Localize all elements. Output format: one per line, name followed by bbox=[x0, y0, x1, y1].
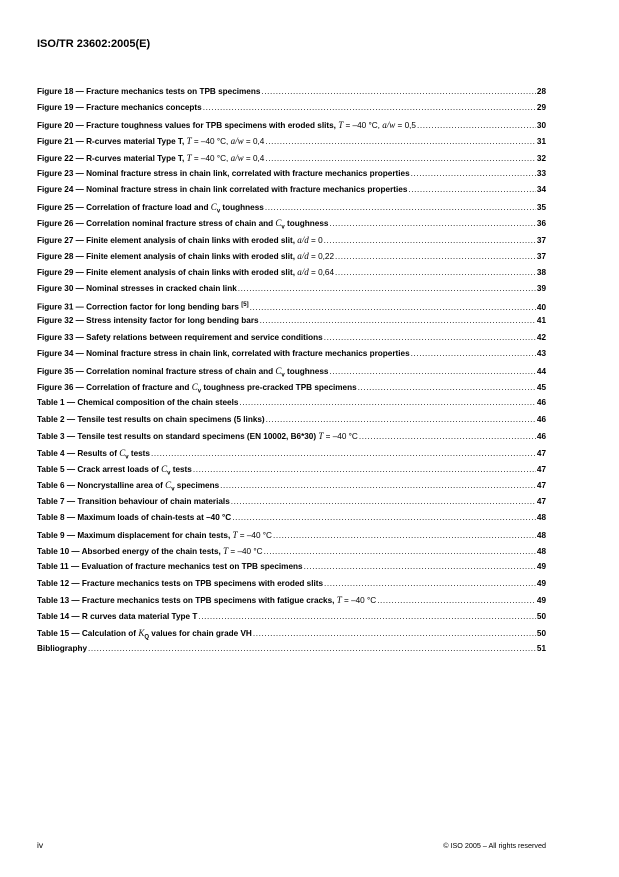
toc-entry-title bbox=[37, 395, 238, 411]
toc-entry-text: Figure 36 — Correlation of fracture and bbox=[37, 383, 192, 393]
math-variable: T bbox=[186, 152, 192, 163]
toc-entry-text: Figure 23 — Nominal fracture stress in chain link, correlated with fracture mechanics properties bbox=[37, 168, 410, 178]
math-subscript: v bbox=[216, 208, 221, 215]
dot-leader bbox=[265, 200, 536, 216]
math-variable: C bbox=[275, 218, 282, 229]
toc-entry-text: Figure 21 — R-curves material Type T, bbox=[37, 137, 187, 147]
toc-entry-text: toughness bbox=[220, 202, 264, 212]
toc-entry-title bbox=[37, 592, 376, 609]
toc-entry-text: tests bbox=[128, 448, 150, 458]
toc-entry[interactable] bbox=[37, 264, 546, 280]
toc-entry-text: Figure 18 — Fracture mechanics tests on TPB specimens bbox=[37, 87, 261, 96]
reference-marker: [5] bbox=[241, 302, 249, 309]
toc-page-number: 37 bbox=[536, 235, 546, 245]
toc-page-number: 46 bbox=[536, 414, 546, 424]
dot-leader bbox=[411, 346, 536, 362]
math-variable: a/d bbox=[297, 234, 309, 245]
toc-entry-title bbox=[37, 510, 231, 526]
toc-entry-title bbox=[37, 150, 264, 167]
dot-leader bbox=[151, 446, 536, 462]
toc-entry-title bbox=[37, 543, 263, 560]
math-value: = –40 °C, bbox=[191, 153, 231, 163]
toc-entry-title bbox=[37, 412, 265, 428]
toc-page-number: 33 bbox=[536, 168, 546, 178]
math-subscript: v bbox=[125, 454, 129, 461]
math-value: = 0,22 bbox=[308, 251, 335, 261]
dot-leader bbox=[261, 84, 535, 100]
toc-entry-text: tests bbox=[170, 464, 192, 474]
toc-page-number: 48 bbox=[536, 513, 546, 523]
toc-page-number: 46 bbox=[536, 432, 546, 442]
math-variable: C bbox=[119, 447, 126, 458]
toc-entry-text: Table 6 — Noncrystalline area of bbox=[37, 481, 166, 491]
math-variable: a/w bbox=[230, 152, 244, 163]
toc-page-number: 39 bbox=[536, 283, 546, 293]
toc-entry[interactable] bbox=[37, 199, 546, 215]
toc-page-number: 50 bbox=[536, 611, 546, 621]
toc-page-number: 50 bbox=[536, 628, 546, 638]
toc-entry[interactable] bbox=[37, 641, 546, 657]
toc-page-number: 29 bbox=[536, 103, 546, 113]
toc-entry-text: Table 5 — Crack arrest loads of bbox=[37, 464, 162, 474]
math-value: = 0,4 bbox=[243, 137, 265, 147]
toc-page-number: 43 bbox=[536, 349, 546, 359]
toc-entry-text: Table 15 — Calculation of bbox=[37, 628, 139, 638]
toc-page-number: 34 bbox=[536, 185, 546, 195]
dot-leader bbox=[238, 281, 536, 297]
dot-leader bbox=[411, 166, 536, 182]
toc-entry[interactable] bbox=[37, 150, 546, 166]
toc-entry-text: Table 8 — Maximum loads of chain-tests at –40 °C bbox=[37, 513, 232, 523]
toc-entry[interactable] bbox=[37, 84, 546, 100]
toc-entry[interactable] bbox=[37, 592, 546, 608]
dot-leader bbox=[260, 313, 536, 329]
toc-page-number: 42 bbox=[536, 332, 546, 342]
toc-page-number: 32 bbox=[536, 153, 546, 163]
toc-entry-text: Figure 22 — R-curves material Type T, bbox=[37, 153, 187, 163]
toc-page-number: 49 bbox=[536, 596, 546, 606]
dot-leader bbox=[408, 182, 536, 198]
toc-entry[interactable] bbox=[37, 543, 546, 559]
math-variable: C bbox=[161, 463, 168, 474]
toc-entry-title bbox=[37, 166, 410, 182]
toc-entry-title bbox=[37, 494, 230, 510]
dot-leader bbox=[273, 528, 536, 544]
toc-entry[interactable] bbox=[37, 510, 546, 526]
toc-page-number: 47 bbox=[536, 448, 546, 458]
math-subscript: v bbox=[281, 372, 285, 379]
math-value: = 0,5 bbox=[395, 120, 416, 130]
toc-entry[interactable] bbox=[37, 346, 546, 362]
dot-leader bbox=[377, 593, 536, 609]
dot-leader bbox=[359, 429, 536, 445]
dot-leader bbox=[232, 510, 536, 526]
math-value: = –40 °C bbox=[237, 530, 272, 540]
dot-leader bbox=[265, 134, 536, 150]
toc-entry-text: toughness bbox=[284, 219, 329, 229]
toc-page-number: 31 bbox=[536, 137, 546, 147]
toc-page-number: 40 bbox=[536, 302, 546, 312]
toc-entry-title bbox=[37, 264, 334, 281]
math-value: = 0,64 bbox=[308, 268, 335, 278]
math-subscript: v bbox=[167, 470, 171, 477]
toc-page-number: 37 bbox=[536, 251, 546, 261]
math-variable: C bbox=[210, 201, 217, 212]
toc-entry-text: toughness bbox=[284, 366, 329, 376]
math-variable: T bbox=[318, 431, 324, 442]
toc-entry[interactable] bbox=[37, 281, 546, 297]
dot-leader bbox=[266, 412, 536, 428]
toc-entry[interactable] bbox=[37, 527, 546, 543]
toc-page-number: 48 bbox=[536, 546, 546, 556]
dot-leader bbox=[193, 462, 536, 478]
toc-page-number: 36 bbox=[536, 219, 546, 229]
toc-entry[interactable] bbox=[37, 559, 546, 575]
dot-leader bbox=[198, 609, 536, 625]
toc-entry[interactable] bbox=[37, 133, 546, 149]
toc-page-number: 38 bbox=[536, 268, 546, 278]
toc-entry-text: toughness pre-cracked TPB specimens bbox=[201, 383, 357, 393]
toc-entry[interactable] bbox=[37, 182, 546, 198]
page-number: iv bbox=[37, 840, 44, 850]
toc-page-number: 51 bbox=[536, 644, 546, 654]
math-variable: a/d bbox=[297, 267, 309, 278]
dot-leader bbox=[239, 395, 535, 411]
math-subscript: v bbox=[281, 224, 285, 231]
toc-page-number: 47 bbox=[536, 464, 546, 474]
table-of-contents bbox=[37, 84, 546, 658]
toc-entry[interactable] bbox=[37, 494, 546, 510]
math-variable: a/d bbox=[297, 250, 309, 261]
toc-page-number: 35 bbox=[536, 202, 546, 212]
toc-entry[interactable] bbox=[37, 117, 546, 133]
math-value: = –40 °C bbox=[323, 432, 358, 442]
toc-entry[interactable] bbox=[37, 609, 546, 625]
toc-entry-text: Figure 19 — Fracture mechanics concepts bbox=[37, 103, 202, 113]
math-value: = –40 °C, bbox=[191, 137, 231, 147]
math-value: = –40 °C bbox=[228, 546, 263, 556]
math-variable: C bbox=[275, 365, 282, 376]
toc-page-number: 44 bbox=[536, 366, 546, 376]
toc-entry[interactable] bbox=[37, 379, 546, 395]
toc-entry-text: Figure 24 — Nominal fracture stress in chain link correlated with fracture mechanics properties bbox=[37, 185, 408, 195]
toc-entry-text: Figure 30 — Nominal stresses in cracked chain link bbox=[37, 283, 237, 293]
dot-leader bbox=[88, 641, 536, 657]
math-value: = –40 °C, bbox=[343, 120, 383, 130]
toc-entry-text: Figure 20 — Fracture toughness values for TPB specimens with eroded slits, bbox=[37, 120, 339, 130]
toc-entry[interactable] bbox=[37, 297, 546, 313]
math-variable: K bbox=[138, 627, 145, 638]
toc-page-number: 30 bbox=[536, 120, 546, 130]
toc-entry-text: Table 9 — Maximum displacement for chain tests, bbox=[37, 530, 233, 540]
dot-leader bbox=[335, 249, 536, 265]
toc-entry-title bbox=[37, 609, 197, 625]
toc-entry-title bbox=[37, 248, 334, 265]
toc-entry-text: Figure 27 — Finite element analysis of chain links with eroded slit, bbox=[37, 235, 298, 245]
toc-entry-text: values for chain grade VH bbox=[149, 628, 252, 638]
document-id: ISO/TR 23602:2005(E) bbox=[37, 38, 151, 50]
math-variable: T bbox=[186, 136, 192, 147]
toc-entry-text: specimens bbox=[174, 481, 220, 491]
toc-entry[interactable] bbox=[37, 330, 546, 346]
toc-entry[interactable] bbox=[37, 215, 546, 231]
toc-entry[interactable] bbox=[37, 445, 546, 461]
math-subscript: Q bbox=[144, 634, 149, 641]
toc-entry-title bbox=[37, 346, 410, 362]
toc-entry-title bbox=[37, 232, 323, 249]
toc-entry-text: Figure 28 — Finite element analysis of chain links with eroded slit, bbox=[37, 251, 298, 261]
dot-leader bbox=[335, 265, 536, 281]
toc-entry-title bbox=[37, 527, 272, 544]
math-variable: C bbox=[191, 382, 198, 393]
toc-entry-text: Table 13 — Fracture mechanics tests on TPB specimens with fatigue cracks, bbox=[37, 596, 337, 606]
math-variable: C bbox=[165, 480, 172, 491]
toc-entry[interactable] bbox=[37, 428, 546, 444]
toc-entry[interactable] bbox=[37, 461, 546, 477]
toc-entry[interactable] bbox=[37, 412, 546, 428]
math-variable: a/w bbox=[230, 136, 244, 147]
toc-entry-text: Table 11 — Evaluation of fracture mechanics test on TPB specimens bbox=[37, 562, 303, 572]
toc-entry-text: Figure 26 — Correlation nominal fracture stress of chain and bbox=[37, 219, 276, 229]
toc-page-number: 46 bbox=[536, 398, 546, 408]
toc-entry-title bbox=[37, 576, 323, 592]
dot-leader bbox=[324, 330, 536, 346]
dot-leader bbox=[324, 576, 536, 592]
dot-leader bbox=[220, 478, 536, 494]
math-value: = 0,4 bbox=[243, 153, 265, 163]
toc-entry-text: Figure 34 — Nominal fracture stress in chain link, correlated with fracture mechanics properties bbox=[37, 349, 410, 359]
dot-leader bbox=[265, 151, 536, 167]
toc-entry-title bbox=[37, 330, 323, 346]
toc-entry-text: Bibliography bbox=[37, 644, 88, 654]
toc-entry-text: Figure 29 — Finite element analysis of chain links with eroded slit, bbox=[37, 268, 298, 278]
toc-entry-text: Table 10 — Absorbed energy of the chain tests, bbox=[37, 546, 224, 556]
toc-entry-title bbox=[37, 117, 416, 134]
toc-entry-title bbox=[37, 182, 407, 198]
dot-leader bbox=[264, 544, 536, 560]
toc-entry[interactable] bbox=[37, 248, 546, 264]
toc-entry-title bbox=[37, 100, 202, 116]
toc-entry-text: Table 7 — Transition behaviour of chain materials bbox=[37, 496, 230, 506]
math-variable: a/w bbox=[382, 119, 396, 130]
toc-entry[interactable] bbox=[37, 477, 546, 493]
math-subscript: v bbox=[197, 388, 202, 395]
toc-page-number: 47 bbox=[536, 496, 546, 506]
toc-entry-title bbox=[37, 559, 303, 575]
toc-entry-title bbox=[37, 84, 260, 100]
math-variable: T bbox=[336, 595, 342, 606]
math-variable: T bbox=[223, 545, 229, 556]
toc-entry-title bbox=[37, 641, 87, 657]
toc-page-number: 47 bbox=[536, 481, 546, 491]
dot-leader bbox=[417, 118, 536, 134]
toc-entry-text: Table 4 — Results of bbox=[37, 448, 120, 458]
toc-entry[interactable] bbox=[37, 576, 546, 592]
toc-entry-text: Table 14 — R curves data material Type T bbox=[37, 611, 198, 621]
toc-page-number: 48 bbox=[536, 530, 546, 540]
toc-entry-text: Figure 33 — Safety relations between requirement and service conditions bbox=[37, 332, 323, 342]
copyright-notice: © ISO 2005 – All rights reserved bbox=[443, 841, 546, 850]
toc-entry-text: Table 12 — Fracture mechanics tests on TPB specimens with eroded slits bbox=[37, 578, 324, 588]
toc-entry-title bbox=[37, 281, 237, 297]
toc-entry-text: Table 3 — Tensile test results on standard specimens (EN 10002, B6*30) bbox=[37, 432, 319, 442]
toc-entry[interactable] bbox=[37, 625, 546, 641]
math-variable: T bbox=[232, 529, 238, 540]
toc-entry-text: Figure 25 — Correlation of fracture load and bbox=[37, 202, 211, 212]
math-value: = 0 bbox=[308, 235, 323, 245]
dot-leader bbox=[358, 380, 536, 396]
toc-page-number: 45 bbox=[536, 383, 546, 393]
math-value: = –40 °C bbox=[341, 596, 377, 606]
dot-leader bbox=[324, 233, 536, 249]
toc-page-number: 28 bbox=[536, 87, 546, 96]
toc-entry-title bbox=[37, 428, 358, 445]
toc-entry-text: Figure 32 — Stress intensity factor for long bending bars bbox=[37, 316, 259, 326]
toc-entry[interactable] bbox=[37, 395, 546, 411]
dot-leader bbox=[329, 216, 535, 232]
math-variable: T bbox=[338, 119, 344, 130]
dot-leader bbox=[253, 626, 536, 642]
dot-leader bbox=[329, 364, 535, 380]
dot-leader bbox=[203, 100, 536, 116]
toc-entry[interactable] bbox=[37, 313, 546, 329]
toc-entry-text: Table 2 — Tensile test results on chain specimens (5 links) bbox=[37, 414, 265, 424]
toc-entry[interactable] bbox=[37, 100, 546, 116]
toc-entry-text: Figure 35 — Correlation nominal fracture stress of chain and bbox=[37, 366, 276, 376]
toc-entry-title bbox=[37, 313, 259, 329]
math-subscript: v bbox=[171, 487, 175, 494]
dot-leader bbox=[231, 494, 536, 510]
toc-entry[interactable] bbox=[37, 363, 546, 379]
toc-entry-title bbox=[37, 133, 264, 150]
toc-page-number: 49 bbox=[536, 562, 546, 572]
dot-leader bbox=[304, 559, 536, 575]
toc-entry[interactable] bbox=[37, 166, 546, 182]
toc-entry-text: Figure 31 — Correction factor for long bending bars bbox=[37, 302, 242, 312]
toc-entry-text: Table 1 — Chemical composition of the chain steels bbox=[37, 398, 239, 408]
toc-page-number: 41 bbox=[536, 316, 546, 326]
toc-entry[interactable] bbox=[37, 232, 546, 248]
toc-page-number: 49 bbox=[536, 578, 546, 588]
